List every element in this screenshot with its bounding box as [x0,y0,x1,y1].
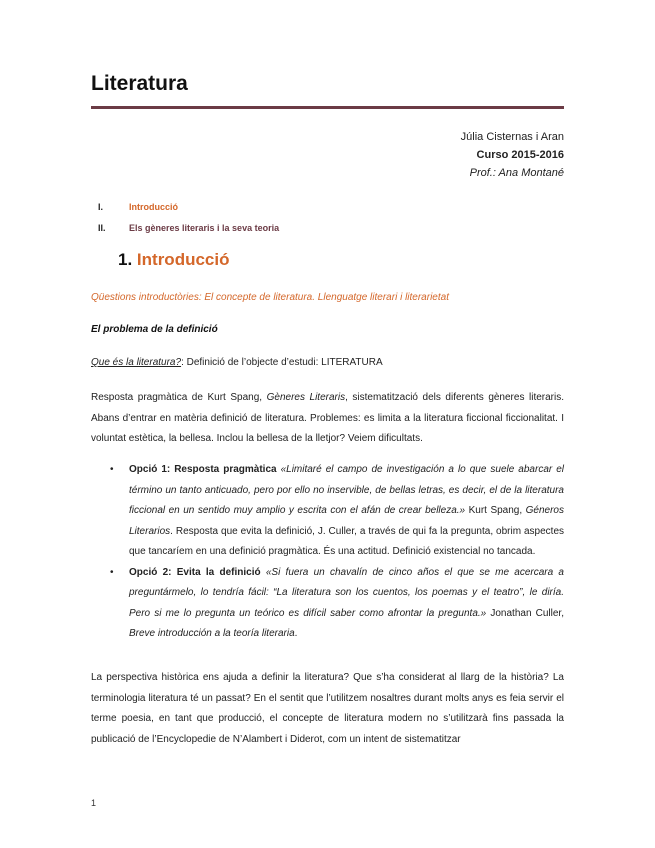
toc-number: II. [98,223,106,233]
bullet-icon: • [110,566,114,578]
professor-name: Prof.: Ana Montané [469,167,564,179]
quote: «Si fuera un chavalín de cinco años el que se me acercara a preguntármelo, lo tendría fácil: “La literatura son los cuentos, los poemas y el teatro”, le diría. Pero si me lo pregunta un teórico es difícil saber como afrontar la pregunta.» [129,566,564,619]
book-title: Breve introducción a la teoría literaria [129,628,295,639]
section-subtitle: Qüestions introductòries: El concepte de literatura. Llenguatge literari i literarietat [91,292,449,303]
paragraph-text: Resposta pragmàtica de Kurt Spang, [91,392,267,403]
bullet-list [110,460,564,645]
list-item [110,460,564,563]
paragraph [91,388,564,450]
bullet-icon: • [110,464,114,475]
toc-number: I. [98,202,104,212]
paragraph-text: , sistematització dels diferents gèneres literaris. Abans d’entrar en matèria definició de literatura. Problemes: es limita a la literatura ficcional ficcionalitat. I voluntat estètica, la bellesa. Inclou la bellesa de la lletjor? Veiem dificultats. [91,392,565,444]
paragraph: La perspectiva històrica ens ajuda a definir la literatura? Que s’ha considerat al llarg de la història? La terminologia literatura té un passat? En el sentit que l’utilitzem nosaltres durant molts anys es feia servir el terme poesia, en tant que producció, el concepte de literatura modern no s’utilitzarà fins passada la publicació de l’Encyclopedie de N’Alambert i Diderot, com un intent de sistematitzar [91,672,564,745]
section-number: 1. [118,250,133,269]
citation-text: Kurt Spang, [465,505,526,516]
definition-line [91,357,383,368]
section-title: Introducció [136,250,230,269]
author-block [461,128,564,182]
title-divider [91,106,564,109]
author-name: Júlia Cisternas i Aran [460,131,564,143]
quote: «Limitaré el campo de investigación a lo que suele abarcar el término un tanto anticuado, pero por ello no inservible, de bellas letras, es decir, el de la literatura ficcional en un sentido muy amplio y escrita con el afán de crear belleza.» [129,464,564,516]
list-item-body [129,563,564,645]
book-title: Gèneres Literaris [266,392,346,403]
page-number: 1 [91,798,97,808]
citation-text: . [294,628,298,639]
option-label: Opció 1: Resposta pragmàtica [129,464,277,475]
toc-item[interactable] [98,223,279,244]
toc-label: Els gèneres literaris i la seva teoria [129,223,280,233]
definition-text: : Definició de l’objecte d’estudi: LITERATURA [181,357,383,368]
toc-label: Introducció [129,202,178,212]
table-of-contents [98,202,279,244]
book-title: Géneros Literarios [129,505,564,537]
section-heading [118,250,229,270]
course-year: Curso 2015-2016 [476,149,564,161]
list-item-body [129,460,564,563]
option-label: Opció 2: Evita la definició [129,566,261,578]
subsection-heading: El problema de la definició [91,324,218,335]
citation-text: Jonathan Culler, [486,607,564,619]
list-item [110,563,564,645]
document-title: Literatura [91,72,188,95]
citation-text: . Resposta que evita la definició, J. Culler, a través de qui fa la pregunta, obrim aspectes que tancaríem en una definició pragmàtica. És una actitud. Definició existencial no tancada. [129,525,564,557]
toc-item[interactable] [98,202,279,223]
definition-question: Que és la literatura? [91,357,182,368]
